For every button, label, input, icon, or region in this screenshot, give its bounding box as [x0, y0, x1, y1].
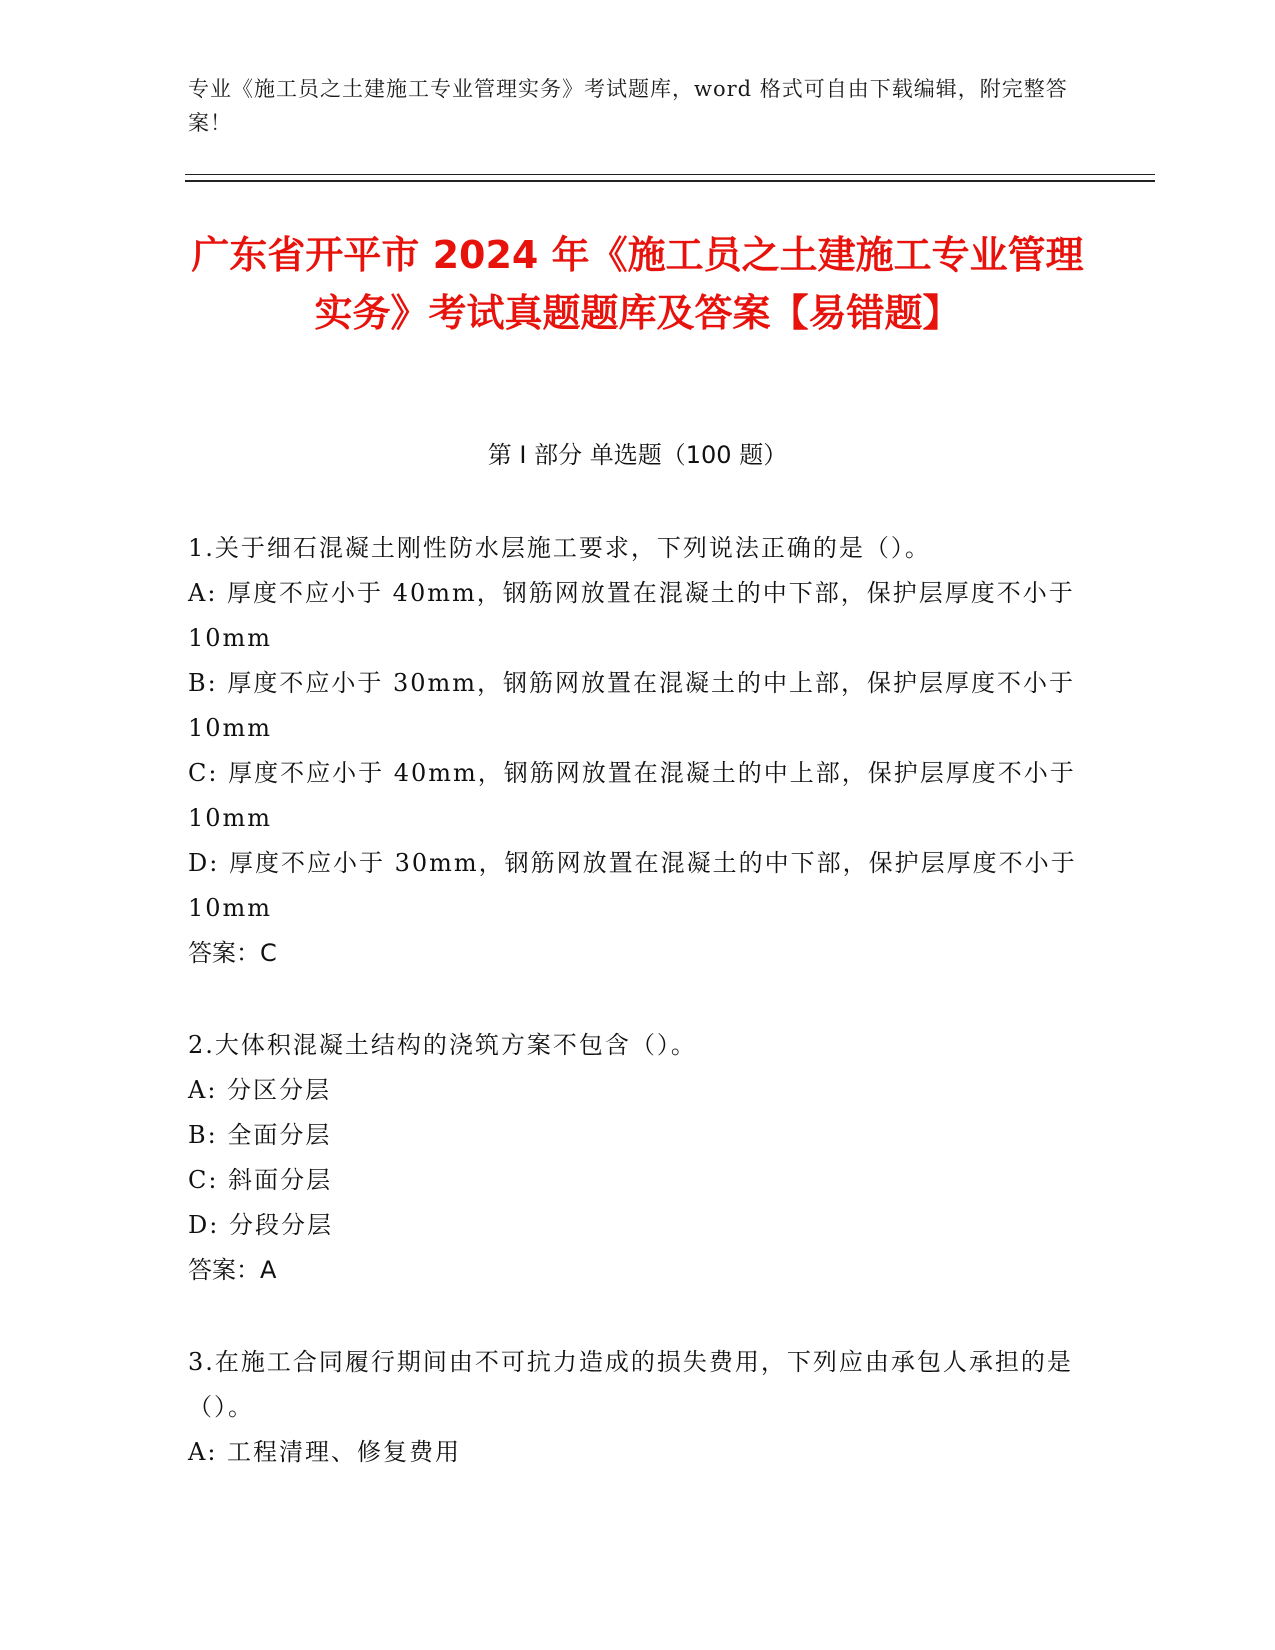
question-3 — [188, 1340, 1078, 1475]
option-d: D: 分段分层 — [188, 1211, 333, 1239]
option-b: B: 厚度不应小于 30mm，钢筋网放置在混凝土的中上部，保护层厚度不小于 10mm — [188, 669, 1076, 742]
option-a: A: 厚度不应小于 40mm，钢筋网放置在混凝土的中下部，保护层厚度不小于 10mm — [188, 579, 1075, 652]
question-list — [188, 526, 1078, 1522]
answer: 答案：C — [188, 939, 277, 967]
option-a: A: 工程清理、修复费用 — [188, 1438, 462, 1466]
header-note: 专业《施工员之土建施工专业管理实务》考试题库，word 格式可自由下载编辑，附完整答案！ — [188, 77, 1068, 135]
section-heading: 第 I 部分 单选题（100 题） — [487, 441, 788, 469]
answer: 答案：A — [188, 1256, 277, 1284]
question-stem: 1.关于细石混凝土刚性防水层施工要求，下列说法正确的是（）。 — [188, 534, 931, 562]
option-c: C: 斜面分层 — [188, 1166, 333, 1194]
header-divider-thick — [185, 180, 1155, 182]
header-divider-thin — [185, 174, 1155, 175]
option-a: A: 分区分层 — [188, 1076, 332, 1104]
question-stem: 2.大体积混凝土结构的浇筑方案不包含（）。 — [188, 1031, 697, 1059]
question-2 — [188, 1023, 1078, 1293]
option-d: D: 厚度不应小于 30mm，钢筋网放置在混凝土的中下部，保护层厚度不小于 10mm — [188, 849, 1077, 922]
question-1 — [188, 526, 1078, 976]
option-b: B: 全面分层 — [188, 1121, 332, 1149]
option-c: C: 厚度不应小于 40mm，钢筋网放置在混凝土的中上部，保护层厚度不小于 10mm — [188, 759, 1076, 832]
document-title: 广东省开平市 2024 年《施工员之土建施工专业管理实务》考试真题题库及答案【易错题】 — [191, 233, 1084, 335]
question-stem: 3.在施工合同履行期间由不可抗力造成的损失费用，下列应由承包人承担的是（）。 — [188, 1348, 1073, 1421]
